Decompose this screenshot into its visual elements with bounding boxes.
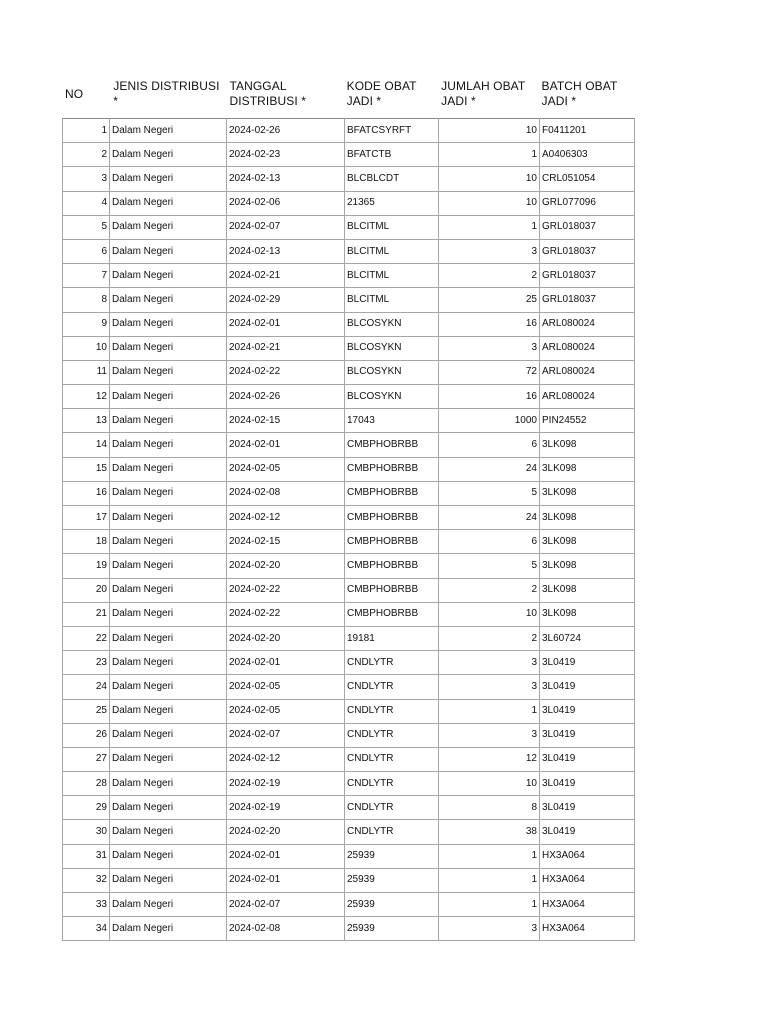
cell-jenis-distribusi: Dalam Negeri: [110, 119, 227, 143]
cell-jumlah: 72: [439, 360, 540, 384]
cell-jumlah: 2: [439, 578, 540, 602]
cell-jenis-distribusi: Dalam Negeri: [110, 336, 227, 360]
cell-no: 17: [63, 506, 110, 530]
cell-kode-obat: CMBPHOBRBB: [345, 481, 439, 505]
cell-kode-obat: 21365: [345, 191, 439, 215]
cell-tanggal: 2024-02-21: [227, 264, 345, 288]
cell-batch: ARL080024: [540, 385, 635, 409]
cell-kode-obat: CMBPHOBRBB: [345, 433, 439, 457]
table-row: [63, 336, 635, 360]
cell-kode-obat: BLCOSYKN: [345, 312, 439, 336]
cell-batch: GRL077096: [540, 191, 635, 215]
cell-no: 23: [63, 651, 110, 675]
table-row: [63, 578, 635, 602]
cell-batch: 3L0419: [540, 651, 635, 675]
table-row: [63, 264, 635, 288]
cell-no: 15: [63, 457, 110, 481]
cell-no: 30: [63, 820, 110, 844]
cell-jenis-distribusi: Dalam Negeri: [110, 578, 227, 602]
cell-kode-obat: CNDLYTR: [345, 723, 439, 747]
cell-batch: 3L0419: [540, 747, 635, 771]
cell-jenis-distribusi: Dalam Negeri: [110, 143, 227, 167]
cell-jenis-distribusi: Dalam Negeri: [110, 312, 227, 336]
cell-kode-obat: CNDLYTR: [345, 820, 439, 844]
table-row: [63, 626, 635, 650]
cell-kode-obat: BLCOSYKN: [345, 336, 439, 360]
cell-batch: 3L0419: [540, 796, 635, 820]
cell-no: 6: [63, 239, 110, 263]
cell-kode-obat: BLCITML: [345, 215, 439, 239]
table-row: [63, 772, 635, 796]
cell-kode-obat: CMBPHOBRBB: [345, 506, 439, 530]
cell-jenis-distribusi: Dalam Negeri: [110, 360, 227, 384]
cell-batch: 3LK098: [540, 506, 635, 530]
cell-kode-obat: CNDLYTR: [345, 772, 439, 796]
cell-batch: 3LK098: [540, 554, 635, 578]
cell-batch: GRL018037: [540, 215, 635, 239]
cell-batch: GRL018037: [540, 264, 635, 288]
cell-no: 26: [63, 723, 110, 747]
cell-no: 29: [63, 796, 110, 820]
table-row: [63, 506, 635, 530]
cell-tanggal: 2024-02-01: [227, 433, 345, 457]
cell-jenis-distribusi: Dalam Negeri: [110, 893, 227, 917]
cell-tanggal: 2024-02-01: [227, 312, 345, 336]
cell-jumlah: 10: [439, 119, 540, 143]
cell-kode-obat: BLCBLCDT: [345, 167, 439, 191]
cell-jumlah: 1: [439, 844, 540, 868]
table-row: [63, 312, 635, 336]
table-row: [63, 167, 635, 191]
cell-tanggal: 2024-02-07: [227, 723, 345, 747]
cell-no: 7: [63, 264, 110, 288]
table-row: [63, 360, 635, 384]
table-row: [63, 893, 635, 917]
cell-no: 16: [63, 481, 110, 505]
cell-jenis-distribusi: Dalam Negeri: [110, 457, 227, 481]
cell-jumlah: 1: [439, 893, 540, 917]
cell-no: 8: [63, 288, 110, 312]
table-row: [63, 844, 635, 868]
cell-tanggal: 2024-02-05: [227, 457, 345, 481]
cell-jenis-distribusi: Dalam Negeri: [110, 239, 227, 263]
cell-batch: 3L0419: [540, 675, 635, 699]
cell-batch: PIN24552: [540, 409, 635, 433]
cell-jenis-distribusi: Dalam Negeri: [110, 772, 227, 796]
cell-no: 9: [63, 312, 110, 336]
cell-tanggal: 2024-02-19: [227, 772, 345, 796]
cell-jumlah: 1000: [439, 409, 540, 433]
cell-jenis-distribusi: Dalam Negeri: [110, 409, 227, 433]
cell-no: 11: [63, 360, 110, 384]
cell-jumlah: 3: [439, 675, 540, 699]
table-row: [63, 723, 635, 747]
cell-jenis-distribusi: Dalam Negeri: [110, 433, 227, 457]
cell-kode-obat: BLCITML: [345, 288, 439, 312]
header-no: NO: [65, 86, 84, 101]
cell-tanggal: 2024-02-07: [227, 215, 345, 239]
cell-tanggal: 2024-02-22: [227, 578, 345, 602]
cell-jumlah: 38: [439, 820, 540, 844]
cell-jenis-distribusi: Dalam Negeri: [110, 530, 227, 554]
cell-no: 20: [63, 578, 110, 602]
cell-batch: HX3A064: [540, 844, 635, 868]
cell-batch: 3LK098: [540, 481, 635, 505]
cell-tanggal: 2024-02-19: [227, 796, 345, 820]
cell-tanggal: 2024-02-26: [227, 119, 345, 143]
cell-batch: GRL018037: [540, 239, 635, 263]
table-row: [63, 675, 635, 699]
cell-jumlah: 24: [439, 457, 540, 481]
cell-jenis-distribusi: Dalam Negeri: [110, 820, 227, 844]
cell-tanggal: 2024-02-05: [227, 675, 345, 699]
cell-kode-obat: 25939: [345, 868, 439, 892]
cell-tanggal: 2024-02-15: [227, 530, 345, 554]
cell-batch: ARL080024: [540, 360, 635, 384]
table-body: [63, 119, 635, 941]
cell-kode-obat: CNDLYTR: [345, 747, 439, 771]
table-row: [63, 143, 635, 167]
table-row: [63, 409, 635, 433]
cell-jenis-distribusi: Dalam Negeri: [110, 481, 227, 505]
cell-tanggal: 2024-02-12: [227, 747, 345, 771]
cell-jenis-distribusi: Dalam Negeri: [110, 626, 227, 650]
table-row: [63, 530, 635, 554]
cell-kode-obat: 25939: [345, 893, 439, 917]
cell-jumlah: 1: [439, 868, 540, 892]
cell-tanggal: 2024-02-05: [227, 699, 345, 723]
cell-kode-obat: 19181: [345, 626, 439, 650]
cell-jumlah: 6: [439, 433, 540, 457]
cell-kode-obat: BFATCSYRFT: [345, 119, 439, 143]
cell-jumlah: 6: [439, 530, 540, 554]
table-header: [62, 74, 636, 114]
cell-no: 21: [63, 602, 110, 626]
cell-kode-obat: BLCITML: [345, 264, 439, 288]
cell-tanggal: 2024-02-21: [227, 336, 345, 360]
cell-batch: F0411201: [540, 119, 635, 143]
cell-kode-obat: 17043: [345, 409, 439, 433]
table-row: [63, 820, 635, 844]
cell-kode-obat: BLCOSYKN: [345, 360, 439, 384]
cell-jumlah: 3: [439, 651, 540, 675]
cell-jumlah: 24: [439, 506, 540, 530]
cell-jenis-distribusi: Dalam Negeri: [110, 796, 227, 820]
cell-no: 4: [63, 191, 110, 215]
cell-no: 27: [63, 747, 110, 771]
cell-jumlah: 10: [439, 191, 540, 215]
cell-jumlah: 1: [439, 699, 540, 723]
cell-jumlah: 3: [439, 917, 540, 941]
cell-kode-obat: BFATCTB: [345, 143, 439, 167]
cell-kode-obat: 25939: [345, 844, 439, 868]
cell-tanggal: 2024-02-22: [227, 360, 345, 384]
cell-jenis-distribusi: Dalam Negeri: [110, 868, 227, 892]
cell-no: 18: [63, 530, 110, 554]
cell-jumlah: 16: [439, 385, 540, 409]
cell-jenis-distribusi: Dalam Negeri: [110, 675, 227, 699]
cell-jumlah: 10: [439, 167, 540, 191]
cell-no: 12: [63, 385, 110, 409]
cell-no: 5: [63, 215, 110, 239]
table-row: [63, 239, 635, 263]
cell-tanggal: 2024-02-08: [227, 917, 345, 941]
cell-tanggal: 2024-02-01: [227, 868, 345, 892]
table-row: [63, 699, 635, 723]
table-row: [63, 215, 635, 239]
cell-batch: ARL080024: [540, 312, 635, 336]
cell-kode-obat: BLCITML: [345, 239, 439, 263]
cell-batch: ARL080024: [540, 336, 635, 360]
cell-jumlah: 5: [439, 554, 540, 578]
table-row: [63, 917, 635, 941]
table-row: [63, 651, 635, 675]
cell-no: 24: [63, 675, 110, 699]
cell-kode-obat: CMBPHOBRBB: [345, 530, 439, 554]
header-batch-obat-jadi: BATCH OBAT JADI *: [541, 79, 618, 108]
cell-tanggal: 2024-02-07: [227, 893, 345, 917]
cell-no: 3: [63, 167, 110, 191]
cell-jumlah: 3: [439, 336, 540, 360]
cell-no: 2: [63, 143, 110, 167]
cell-jumlah: 2: [439, 626, 540, 650]
cell-jumlah: 2: [439, 264, 540, 288]
cell-batch: 3L0419: [540, 699, 635, 723]
cell-no: 33: [63, 893, 110, 917]
table-row: [63, 796, 635, 820]
cell-batch: CRL051054: [540, 167, 635, 191]
header-jenis-distribusi: JENIS DISTRIBUSI *: [113, 79, 220, 108]
cell-batch: 3LK098: [540, 433, 635, 457]
cell-jenis-distribusi: Dalam Negeri: [110, 723, 227, 747]
cell-batch: 3LK098: [540, 457, 635, 481]
cell-jumlah: 5: [439, 481, 540, 505]
header-tanggal-distribusi: TANGGAL DISTRIBUSI *: [229, 79, 306, 108]
cell-jumlah: 16: [439, 312, 540, 336]
table-row: [63, 602, 635, 626]
cell-batch: A0406303: [540, 143, 635, 167]
cell-jenis-distribusi: Dalam Negeri: [110, 747, 227, 771]
cell-batch: 3L0419: [540, 723, 635, 747]
cell-jenis-distribusi: Dalam Negeri: [110, 288, 227, 312]
cell-kode-obat: 25939: [345, 917, 439, 941]
cell-no: 28: [63, 772, 110, 796]
cell-tanggal: 2024-02-06: [227, 191, 345, 215]
cell-batch: 3LK098: [540, 578, 635, 602]
distribution-table: [62, 118, 635, 941]
cell-batch: GRL018037: [540, 288, 635, 312]
cell-tanggal: 2024-02-01: [227, 844, 345, 868]
table-row: [63, 554, 635, 578]
cell-batch: 3L0419: [540, 772, 635, 796]
cell-tanggal: 2024-02-13: [227, 239, 345, 263]
cell-jumlah: 3: [439, 239, 540, 263]
table-row: [63, 385, 635, 409]
cell-jumlah: 12: [439, 747, 540, 771]
cell-tanggal: 2024-02-20: [227, 554, 345, 578]
cell-batch: HX3A064: [540, 868, 635, 892]
cell-no: 1: [63, 119, 110, 143]
cell-jenis-distribusi: Dalam Negeri: [110, 699, 227, 723]
cell-jenis-distribusi: Dalam Negeri: [110, 917, 227, 941]
cell-no: 25: [63, 699, 110, 723]
cell-no: 22: [63, 626, 110, 650]
table-row: [63, 747, 635, 771]
cell-batch: 3L0419: [540, 820, 635, 844]
cell-jumlah: 8: [439, 796, 540, 820]
cell-tanggal: 2024-02-26: [227, 385, 345, 409]
table-row: [63, 868, 635, 892]
cell-jenis-distribusi: Dalam Negeri: [110, 385, 227, 409]
table-row: [63, 119, 635, 143]
cell-tanggal: 2024-02-01: [227, 651, 345, 675]
cell-jenis-distribusi: Dalam Negeri: [110, 264, 227, 288]
header-kode-obat-jadi: KODE OBAT JADI *: [346, 79, 417, 108]
cell-no: 31: [63, 844, 110, 868]
cell-tanggal: 2024-02-22: [227, 602, 345, 626]
cell-no: 32: [63, 868, 110, 892]
table-row: [63, 433, 635, 457]
cell-kode-obat: CMBPHOBRBB: [345, 578, 439, 602]
cell-tanggal: 2024-02-23: [227, 143, 345, 167]
cell-kode-obat: CNDLYTR: [345, 699, 439, 723]
cell-jenis-distribusi: Dalam Negeri: [110, 651, 227, 675]
cell-jenis-distribusi: Dalam Negeri: [110, 602, 227, 626]
cell-batch: 3L60724: [540, 626, 635, 650]
cell-jumlah: 1: [439, 143, 540, 167]
cell-tanggal: 2024-02-08: [227, 481, 345, 505]
cell-kode-obat: BLCOSYKN: [345, 385, 439, 409]
cell-no: 10: [63, 336, 110, 360]
cell-tanggal: 2024-02-29: [227, 288, 345, 312]
cell-kode-obat: CMBPHOBRBB: [345, 457, 439, 481]
cell-tanggal: 2024-02-20: [227, 820, 345, 844]
cell-jenis-distribusi: Dalam Negeri: [110, 215, 227, 239]
cell-tanggal: 2024-02-12: [227, 506, 345, 530]
cell-tanggal: 2024-02-20: [227, 626, 345, 650]
cell-jenis-distribusi: Dalam Negeri: [110, 191, 227, 215]
cell-jumlah: 10: [439, 602, 540, 626]
table-row: [63, 457, 635, 481]
cell-jenis-distribusi: Dalam Negeri: [110, 554, 227, 578]
cell-kode-obat: CNDLYTR: [345, 796, 439, 820]
header-jumlah-obat-jadi: JUMLAH OBAT JADI *: [441, 79, 526, 108]
cell-batch: HX3A064: [540, 917, 635, 941]
cell-jumlah: 3: [439, 723, 540, 747]
cell-jumlah: 25: [439, 288, 540, 312]
cell-batch: 3LK098: [540, 530, 635, 554]
cell-batch: HX3A064: [540, 893, 635, 917]
cell-batch: 3LK098: [540, 602, 635, 626]
cell-tanggal: 2024-02-15: [227, 409, 345, 433]
table-row: [63, 288, 635, 312]
table-row: [63, 481, 635, 505]
cell-no: 14: [63, 433, 110, 457]
cell-jumlah: 1: [439, 215, 540, 239]
cell-jenis-distribusi: Dalam Negeri: [110, 167, 227, 191]
cell-tanggal: 2024-02-13: [227, 167, 345, 191]
cell-jenis-distribusi: Dalam Negeri: [110, 844, 227, 868]
cell-jumlah: 10: [439, 772, 540, 796]
table-row: [63, 191, 635, 215]
cell-kode-obat: CMBPHOBRBB: [345, 602, 439, 626]
cell-no: 19: [63, 554, 110, 578]
cell-kode-obat: CNDLYTR: [345, 651, 439, 675]
cell-no: 34: [63, 917, 110, 941]
cell-kode-obat: CNDLYTR: [345, 675, 439, 699]
cell-jenis-distribusi: Dalam Negeri: [110, 506, 227, 530]
cell-no: 13: [63, 409, 110, 433]
cell-kode-obat: CMBPHOBRBB: [345, 554, 439, 578]
